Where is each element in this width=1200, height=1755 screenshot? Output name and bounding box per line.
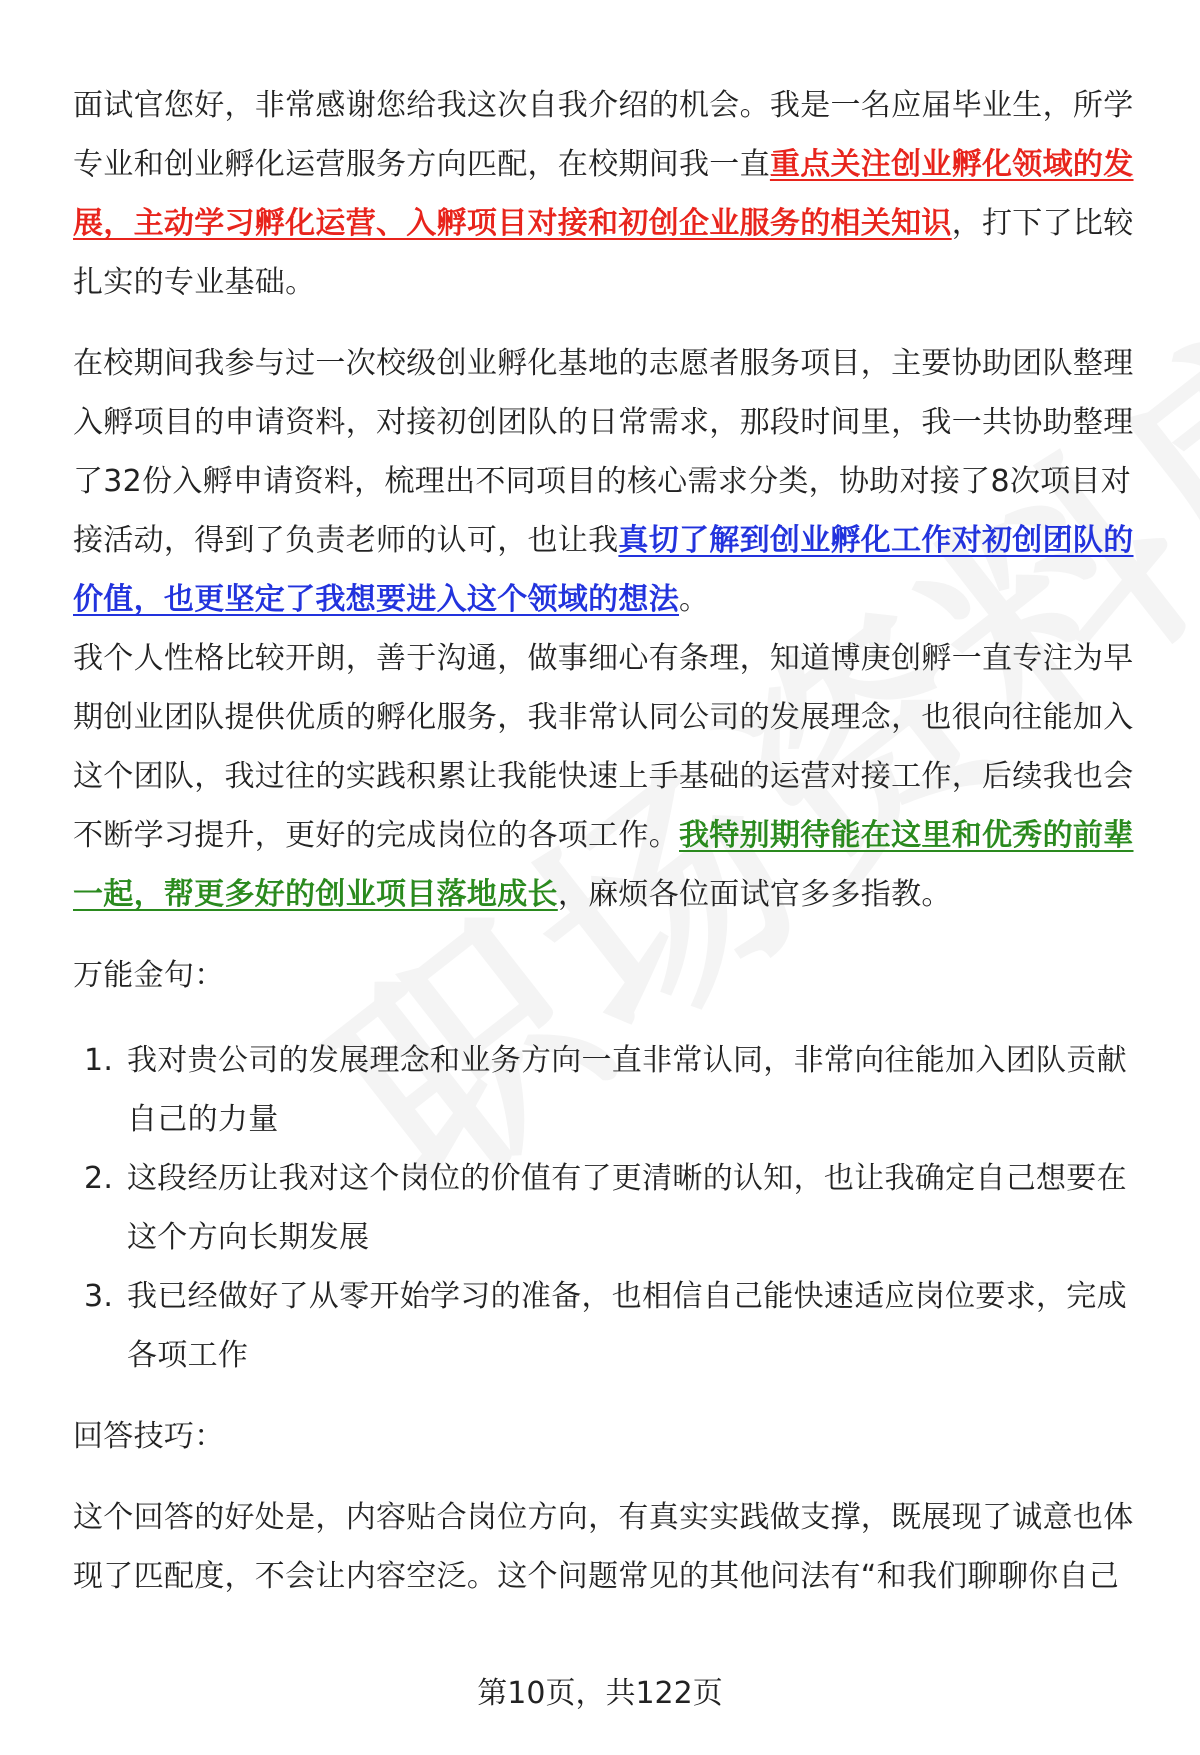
personality-text: 我个人性格比较开朗，善于沟通，做事细心有条理，知道博庚创孵一直专注为早期创业团队提供优质的孵化服务，我非常认同公司的发展理念，也很向往能加入这个团队，我过往的实践积累让我能快速上手基础的运营对接工作，后续我也会不断学习提升，更好的完成岗位的各项工作。 bbox=[73, 641, 1134, 853]
personality-paragraph bbox=[73, 629, 1148, 924]
list-item bbox=[73, 1267, 1148, 1385]
intro-highlight: 重点关注创业孵化领域的发展，主动学习孵化运营、入孵项目对接和初创企业服务的相关知识 bbox=[73, 147, 1134, 241]
list-item-number: 1. bbox=[84, 1043, 114, 1078]
intro-text: 面试官您好，非常感谢您给我这次自我介绍的机会。我是一名应届毕业生，所学专业和创业孵化运营服务方向匹配，在校期间我一直 bbox=[73, 88, 1134, 182]
document-body bbox=[73, 76, 1148, 1606]
golden-sentences-heading: 万能金句： bbox=[73, 958, 225, 993]
personality-highlight: 我特别期待能在这里和优秀的前辈一起，帮更多好的创业项目落地成长 bbox=[73, 818, 1134, 912]
answer-tips-paragraph: 这个回答的好处是，内容贴合岗位方向，有真实实践做支撑，既展现了诚意也体现了匹配度，不会让内容空泛。这个问题常见的其他问法有“和我们聊聊你自己 bbox=[73, 1500, 1134, 1594]
personality-text-end: ，麻烦各位面试官多多指教。 bbox=[557, 877, 952, 912]
list-item-text: 我对贵公司的发展理念和业务方向一直非常认同，非常向往能加入团队贡献自己的力量 bbox=[127, 1043, 1127, 1137]
experience-text: 在校期间我参与过一次校级创业孵化基地的志愿者服务项目，主要协助团队整理入孵项目的申请资料，对接初创团队的日常需求，那段时间里，我一共协助整理了32份入孵申请资料，梳理出不同项目的核心需求分类，协助对接了8次项目对接活动，得到了负责老师的认可，也让我 bbox=[73, 346, 1134, 558]
experience-paragraph bbox=[73, 334, 1148, 629]
list-item bbox=[73, 1149, 1148, 1267]
intro-paragraph bbox=[73, 76, 1148, 312]
list-item-number: 2. bbox=[84, 1161, 114, 1196]
experience-highlight: 真切了解到创业孵化工作对初创团队的价值，也更坚定了我想要进入这个领域的想法 bbox=[73, 523, 1134, 617]
page-number-footer: 第10页，共122页 bbox=[477, 1676, 723, 1711]
list-item bbox=[73, 1031, 1148, 1149]
list-item-number: 3. bbox=[84, 1279, 114, 1314]
experience-text-end: 。 bbox=[679, 582, 710, 617]
answer-tips-heading: 回答技巧： bbox=[73, 1419, 225, 1454]
golden-sentences-list bbox=[73, 1031, 1148, 1385]
list-item-text: 我已经做好了从零开始学习的准备，也相信自己能快速适应岗位要求，完成各项工作 bbox=[127, 1279, 1127, 1373]
intro-text-end: ，打下了比较扎实的专业基础。 bbox=[73, 206, 1134, 300]
list-item-text: 这段经历让我对这个岗位的价值有了更清晰的认知，也让我确定自己想要在这个方向长期发展 bbox=[127, 1161, 1127, 1255]
